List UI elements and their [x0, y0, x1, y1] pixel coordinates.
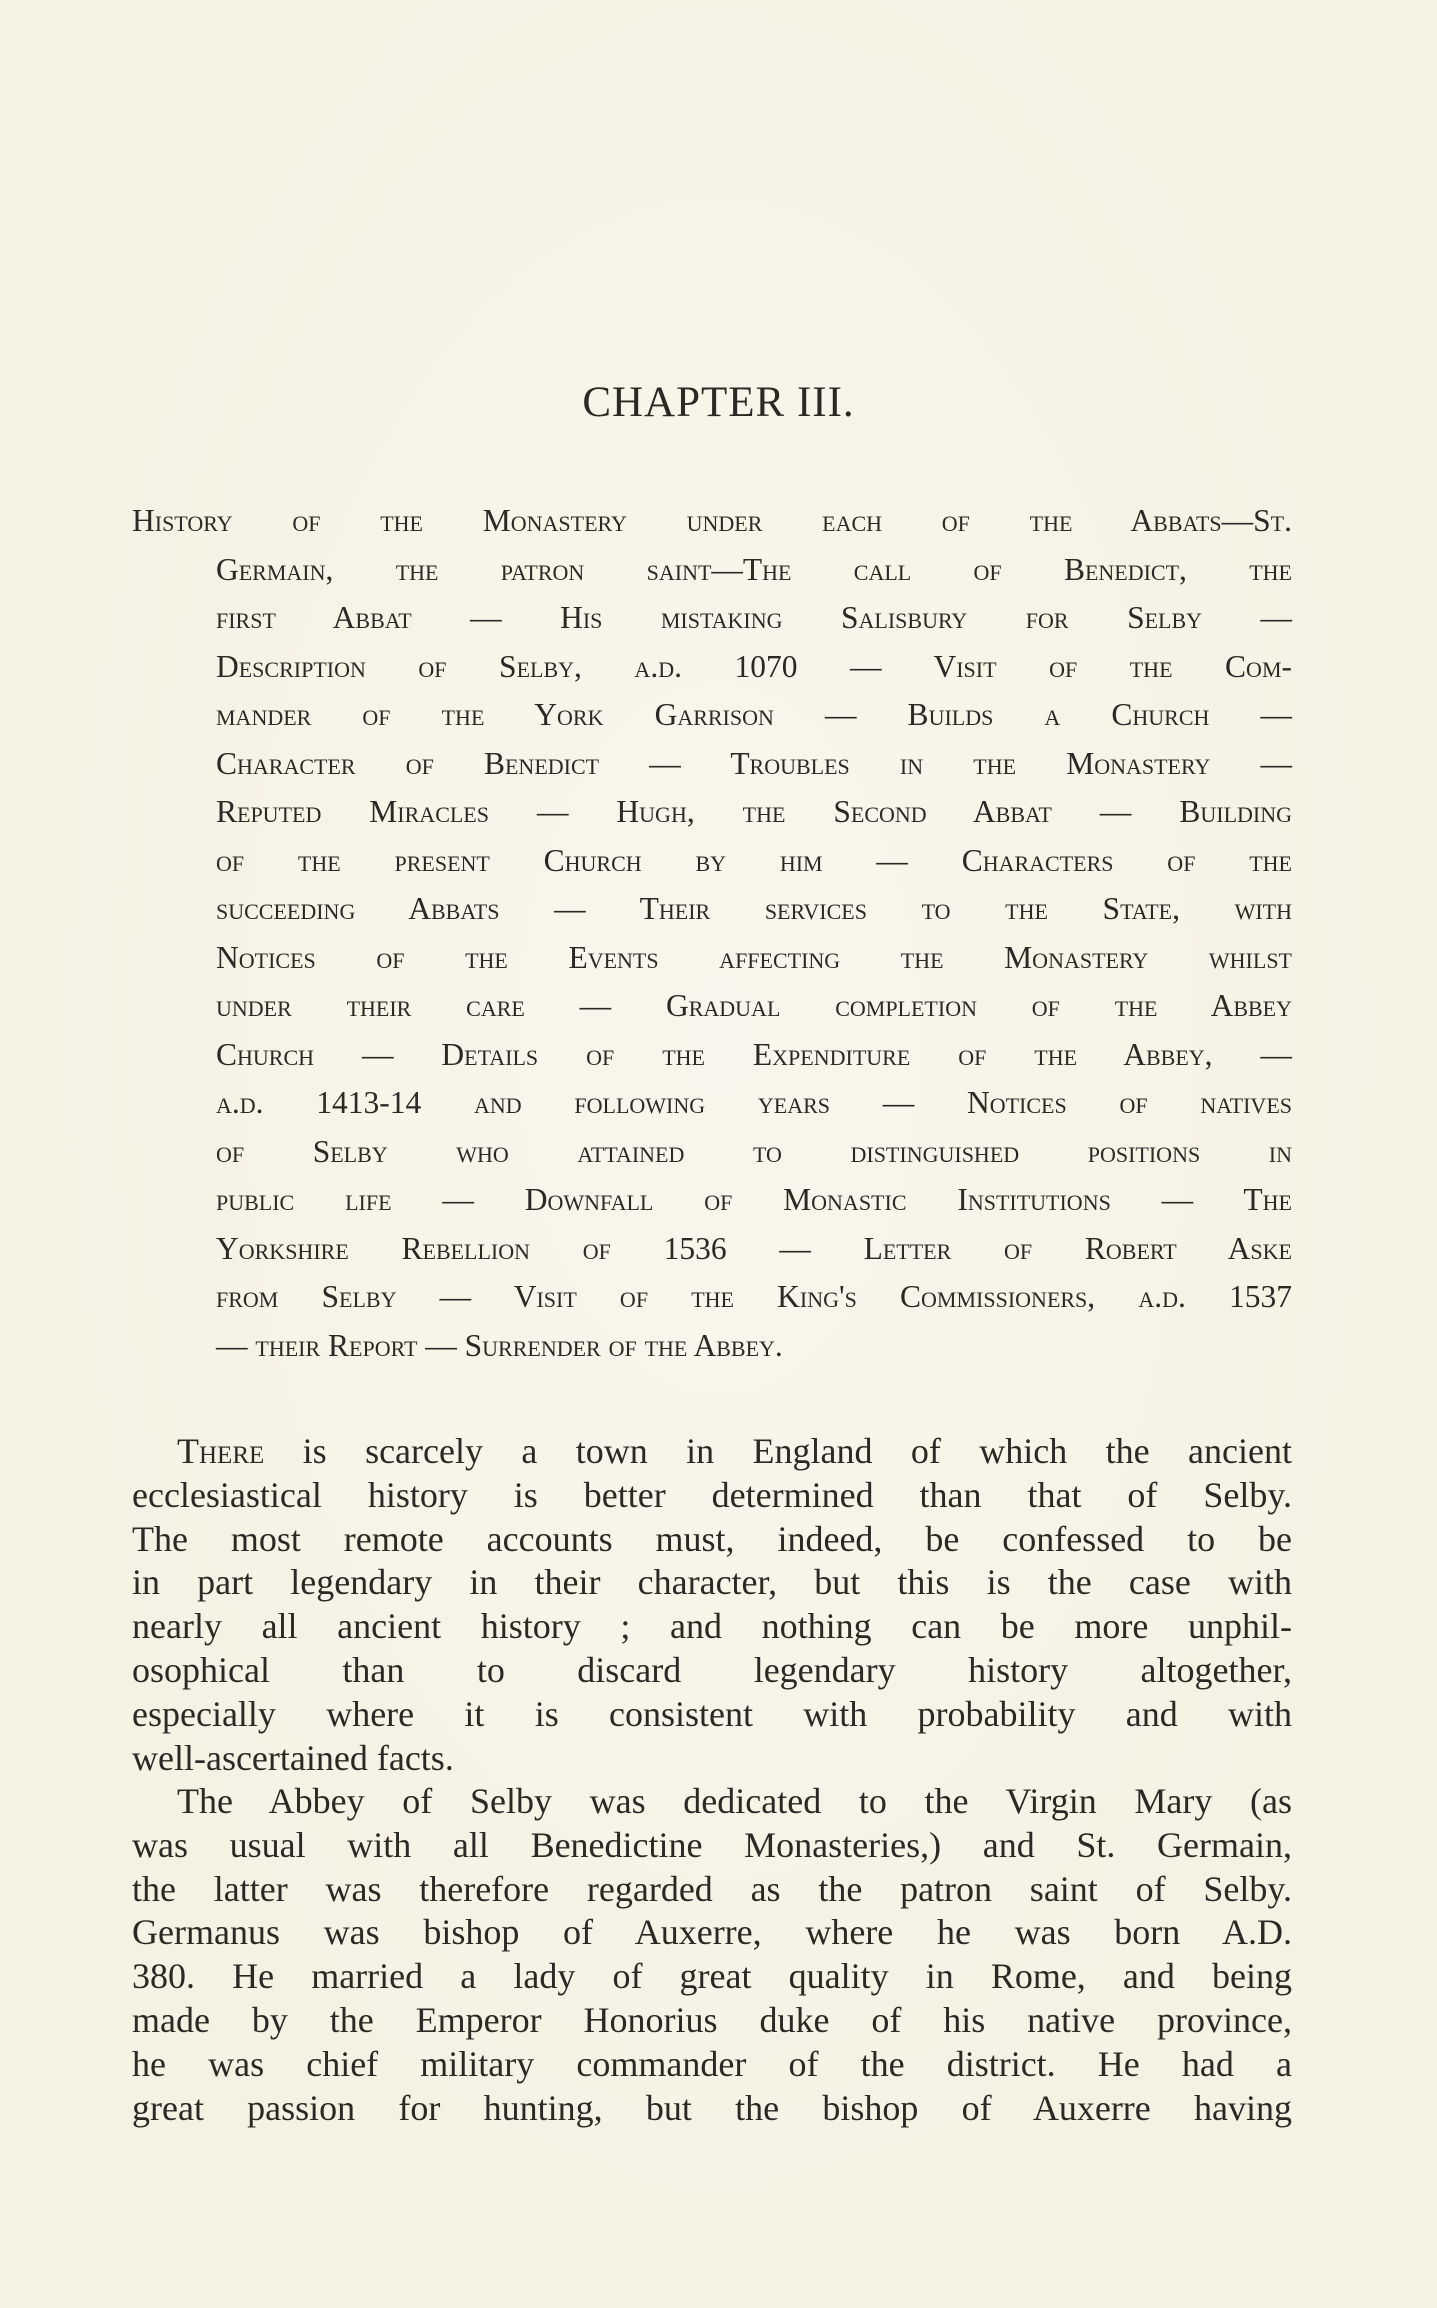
paragraph-1	[132, 1430, 1292, 1780]
synopsis-line: Church — Details of the Expenditure of the Abbey, —	[216, 1036, 1292, 1072]
synopsis-line: Notices of the Events affecting the Monastery whilst	[216, 939, 1292, 975]
paragraph-line: 380. He married a lady of great quality in Rome, and being	[132, 1956, 1292, 1997]
synopsis-line: Yorkshire Rebellion of 1536 — Letter of Robert Aske	[216, 1230, 1292, 1266]
synopsis-line: under their care — Gradual completion of the Abbey	[216, 988, 1292, 1023]
synopsis-line: Character of Benedict — Troubles in the Monastery —	[216, 745, 1292, 781]
paragraph-line: osophical than to discard legendary history altogether,	[132, 1649, 1292, 1690]
synopsis-line: of the present Church by him — Characters of the	[216, 842, 1292, 878]
chapter-title: CHAPTER III.	[582, 379, 855, 426]
synopsis-line: Germain, the patron saint—The call of Benedict, the	[216, 551, 1292, 587]
paragraph-line: ecclesiastical history is better determined than that of Selby.	[132, 1474, 1292, 1515]
paragraph-line: in part legendary in their character, but this is the case with	[132, 1562, 1292, 1603]
synopsis-line: mander of the York Garrison — Builds a Church —	[216, 697, 1292, 732]
synopsis-line: public life — Downfall of Monastic Institutions — The	[216, 1182, 1292, 1217]
paragraph-line: well-ascertained facts.	[132, 1737, 454, 1778]
paragraph-line: was usual with all Benedictine Monasteries,) and St. Germain,	[132, 1824, 1292, 1865]
paragraph-line: The Abbey of Selby was dedicated to the Virgin Mary (as	[177, 1781, 1292, 1821]
paragraph-line: nearly all ancient history ; and nothing can be more unphil-	[132, 1606, 1292, 1647]
lead-word: There	[177, 1431, 265, 1471]
synopsis-line: first Abbat — His mistaking Salisbury for Selby —	[216, 600, 1292, 635]
paragraph-line: he was chief military commander of the district. He had a	[132, 2043, 1292, 2084]
paragraph-line: the latter was therefore regarded as the patron saint of Selby.	[132, 1868, 1292, 1909]
paragraph-line: Germanus was bishop of Auxerre, where he was born A.D.	[132, 1912, 1292, 1953]
paragraph-2	[132, 1780, 1292, 2130]
first-line-rest: is scarcely a town in England of which the ancient	[264, 1431, 1292, 1471]
paragraph-line	[132, 1430, 1292, 1474]
synopsis-line: Description of Selby, a.d. 1070 — Visit of the Com-	[216, 648, 1292, 684]
synopsis-line: succeeding Abbats — Their services to the State, with	[216, 891, 1292, 926]
synopsis-line: from Selby — Visit of the King's Commissioners, a.d. 1537	[216, 1279, 1292, 1314]
synopsis-line: Reputed Miracles — Hugh, the Second Abbat — Building	[216, 794, 1292, 829]
paragraph-line: especially where it is consistent with probability and with	[132, 1693, 1292, 1734]
paragraph-line: made by the Emperor Honorius duke of his native province,	[132, 1999, 1292, 2040]
paragraph-line: The most remote accounts must, indeed, be confessed to be	[132, 1518, 1292, 1559]
synopsis-line: — their Report — Surrender of the Abbey.	[216, 1327, 783, 1363]
paragraph-line: great passion for hunting, but the bishop of Auxerre having	[132, 2087, 1292, 2128]
synopsis-line: a.d. 1413-14 and following years — Notices of natives	[216, 1085, 1292, 1120]
synopsis-line: History of the Monastery under each of the Abbats—St.	[132, 503, 1292, 538]
chapter-synopsis	[132, 497, 1292, 1370]
synopsis-line: of Selby who attained to distinguished positions in	[216, 1133, 1292, 1169]
